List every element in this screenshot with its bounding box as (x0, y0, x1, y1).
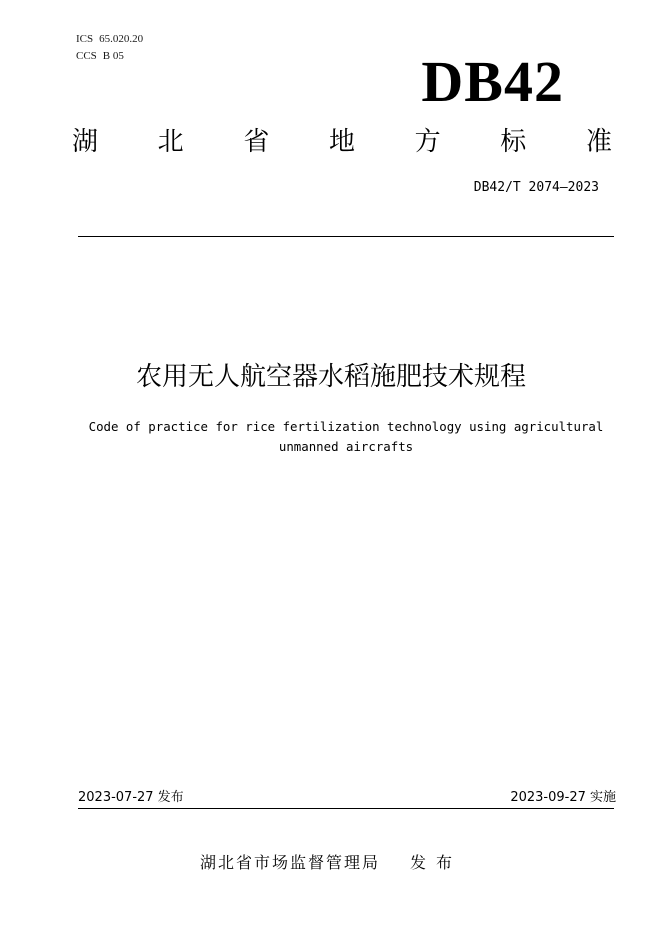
category-char: 湖 (72, 127, 99, 157)
english-title-line: unmanned aircrafts (278, 439, 414, 454)
issue-label: 发布 (410, 853, 463, 872)
category-char: 地 (328, 127, 355, 157)
standard-number: DB42/T 2074—2023 (473, 180, 599, 195)
category-char: 方 (414, 127, 441, 157)
classification-codes (76, 31, 143, 65)
ccs-label: CCS (76, 50, 97, 62)
ics-row (76, 31, 143, 48)
ccs-row (76, 48, 143, 65)
category-char: 准 (585, 127, 612, 157)
publish-date: 2023-07-27 发布 (78, 790, 184, 805)
issuing-authority: 湖北省市场监督管理局 (199, 853, 380, 872)
issuer-line (0, 852, 662, 874)
header-divider (78, 236, 614, 237)
footer-divider (78, 808, 614, 809)
category-char: 省 (243, 127, 270, 157)
ics-code: 65.020.20 (99, 33, 144, 45)
category-char: 标 (500, 127, 527, 157)
standard-mark: DB42 (421, 49, 564, 114)
english-title (60, 417, 632, 457)
standard-category (72, 124, 612, 160)
ccs-code: B 05 (102, 50, 124, 62)
ics-label: ICS (76, 33, 94, 45)
chinese-title: 农用无人航空器水稻施肥技术规程 (135, 362, 526, 392)
category-char: 北 (157, 127, 184, 157)
english-title-line: Code of practice for rice fertilization technology using agricultural (88, 419, 604, 434)
implement-date: 2023-09-27 实施 (510, 790, 616, 805)
